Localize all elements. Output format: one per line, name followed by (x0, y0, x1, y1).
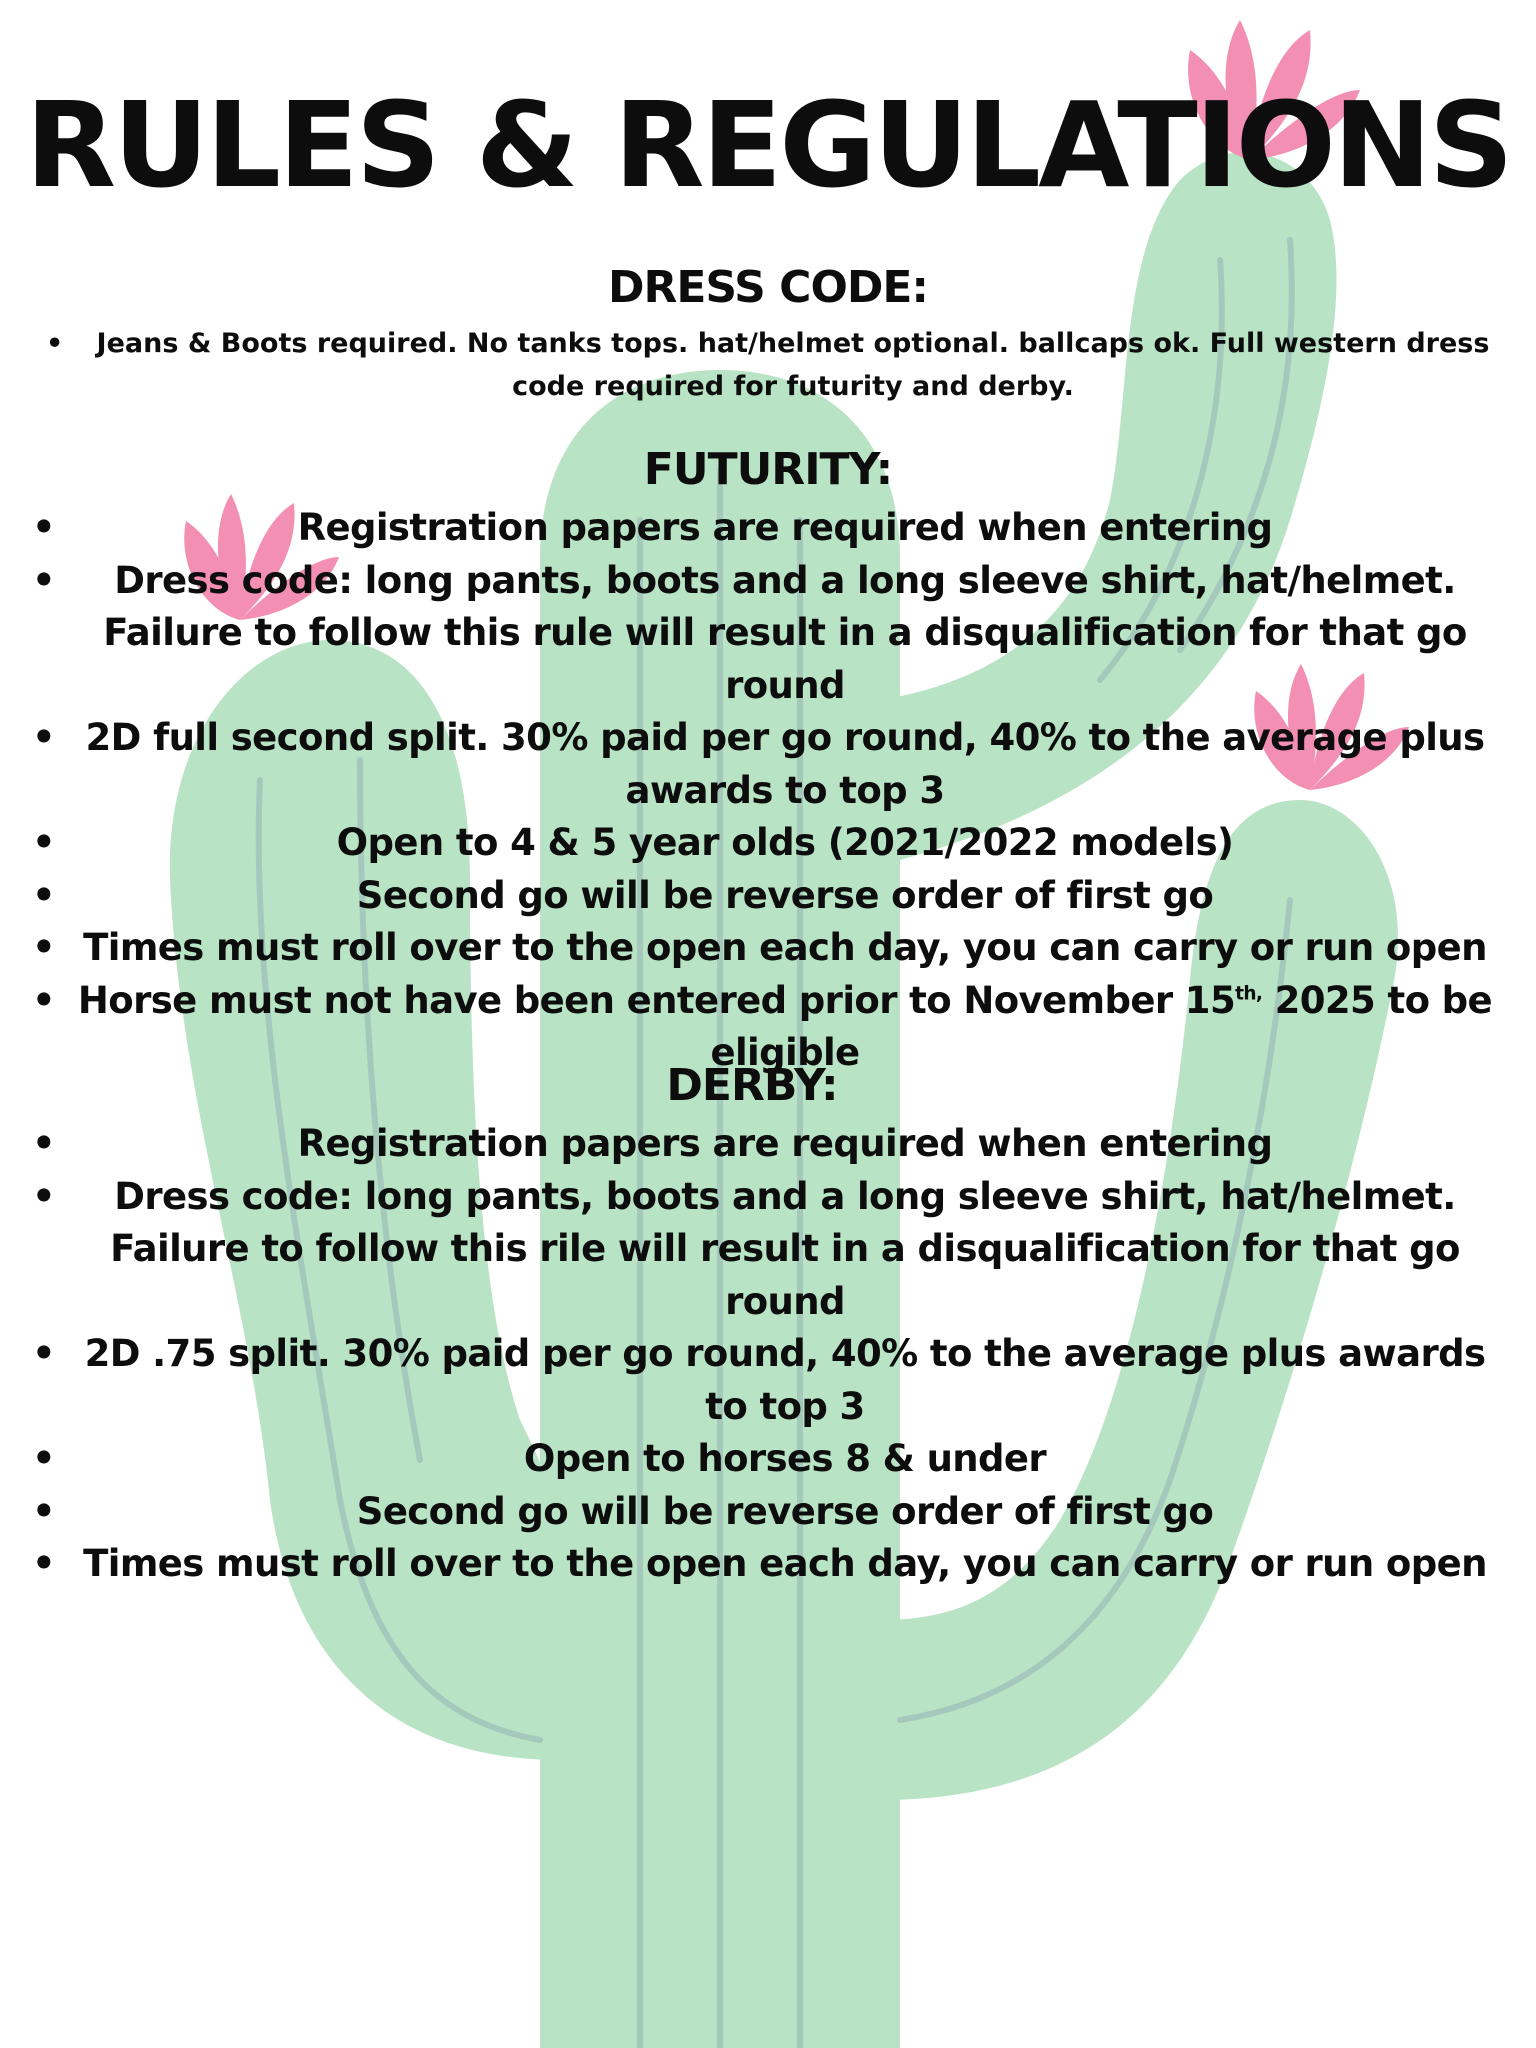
list-item (0, 502, 1536, 555)
rule-text: Registration papers are required when entering (297, 506, 1273, 549)
list-item (0, 1538, 1536, 1591)
bullet: • (32, 1542, 56, 1585)
bullet: • (32, 716, 56, 759)
list-item (0, 1171, 1536, 1329)
bullet: • (32, 1332, 56, 1375)
bullet: • (32, 1122, 56, 1165)
list-item (0, 322, 1536, 408)
ordinal-suffix: th, (1235, 983, 1263, 1005)
derby-list (0, 1118, 1536, 1591)
rule-text: Times must roll over to the open each day, you can carry or run open (83, 926, 1487, 969)
rule-text: 2D .75 split. 30% paid per go round, 40% to the average plus awards to top 3 (84, 1332, 1486, 1428)
list-item (0, 922, 1536, 975)
list-item (0, 870, 1536, 923)
rule-text: Dress code: long pants, boots and a long sleeve shirt, hat/helmet. Failure to follow this rule will result in a disqualification for that go round (103, 558, 1467, 707)
rule-text: Registration papers are required when entering (297, 1122, 1273, 1165)
rule-text: Open to 4 & 5 year olds (2021/2022 models) (336, 821, 1234, 864)
rule-text: Second go will be reverse order of first go (356, 873, 1214, 917)
bullet: • (32, 1489, 56, 1533)
bullet: • (32, 926, 56, 969)
bullet: • (32, 873, 56, 917)
list-item (0, 712, 1536, 817)
rule-text: Open to horses 8 & under (523, 1437, 1047, 1480)
bullet: • (32, 978, 56, 1022)
list-item (0, 1433, 1536, 1486)
bullet: • (32, 1174, 56, 1218)
rule-text: Times must roll over to the open each day, you can carry or run open (83, 1542, 1487, 1585)
list-item (0, 555, 1536, 713)
futurity-list (0, 502, 1536, 1080)
page-title: RULES & REGULATIONS (25, 76, 1511, 214)
derby-heading: DERBY: (666, 1060, 838, 1111)
rule-text: Jeans & Boots required. No tanks tops. hat/helmet optional. ballcaps ok. Full western dress code required for futurity and derby. (96, 328, 1490, 402)
bullet: • (46, 328, 64, 359)
rule-text-part: 2025 to be eligible (710, 978, 1493, 1074)
rule-text-part: Horse must not have been entered prior to November 15 (77, 978, 1236, 1022)
dress-code-list (0, 322, 1536, 408)
futurity-heading: FUTURITY: (643, 444, 893, 495)
rule-text: Second go will be reverse order of first go (356, 1489, 1214, 1533)
bullet: • (32, 558, 56, 602)
list-item (0, 1118, 1536, 1171)
bullet: • (32, 821, 56, 864)
list-item (0, 1328, 1536, 1433)
list-item (0, 1486, 1536, 1539)
rule-text: Dress code: long pants, boots and a long sleeve shirt, hat/helmet. Failure to follow this rile will result in a disqualification for that go round (110, 1174, 1460, 1323)
dress-code-heading: DRESS CODE: (607, 262, 929, 313)
rule-text: 2D full second split. 30% paid per go round, 40% to the average plus awards to top 3 (85, 716, 1485, 812)
list-item (0, 817, 1536, 870)
bullet: • (32, 506, 56, 549)
bullet: • (32, 1437, 56, 1480)
